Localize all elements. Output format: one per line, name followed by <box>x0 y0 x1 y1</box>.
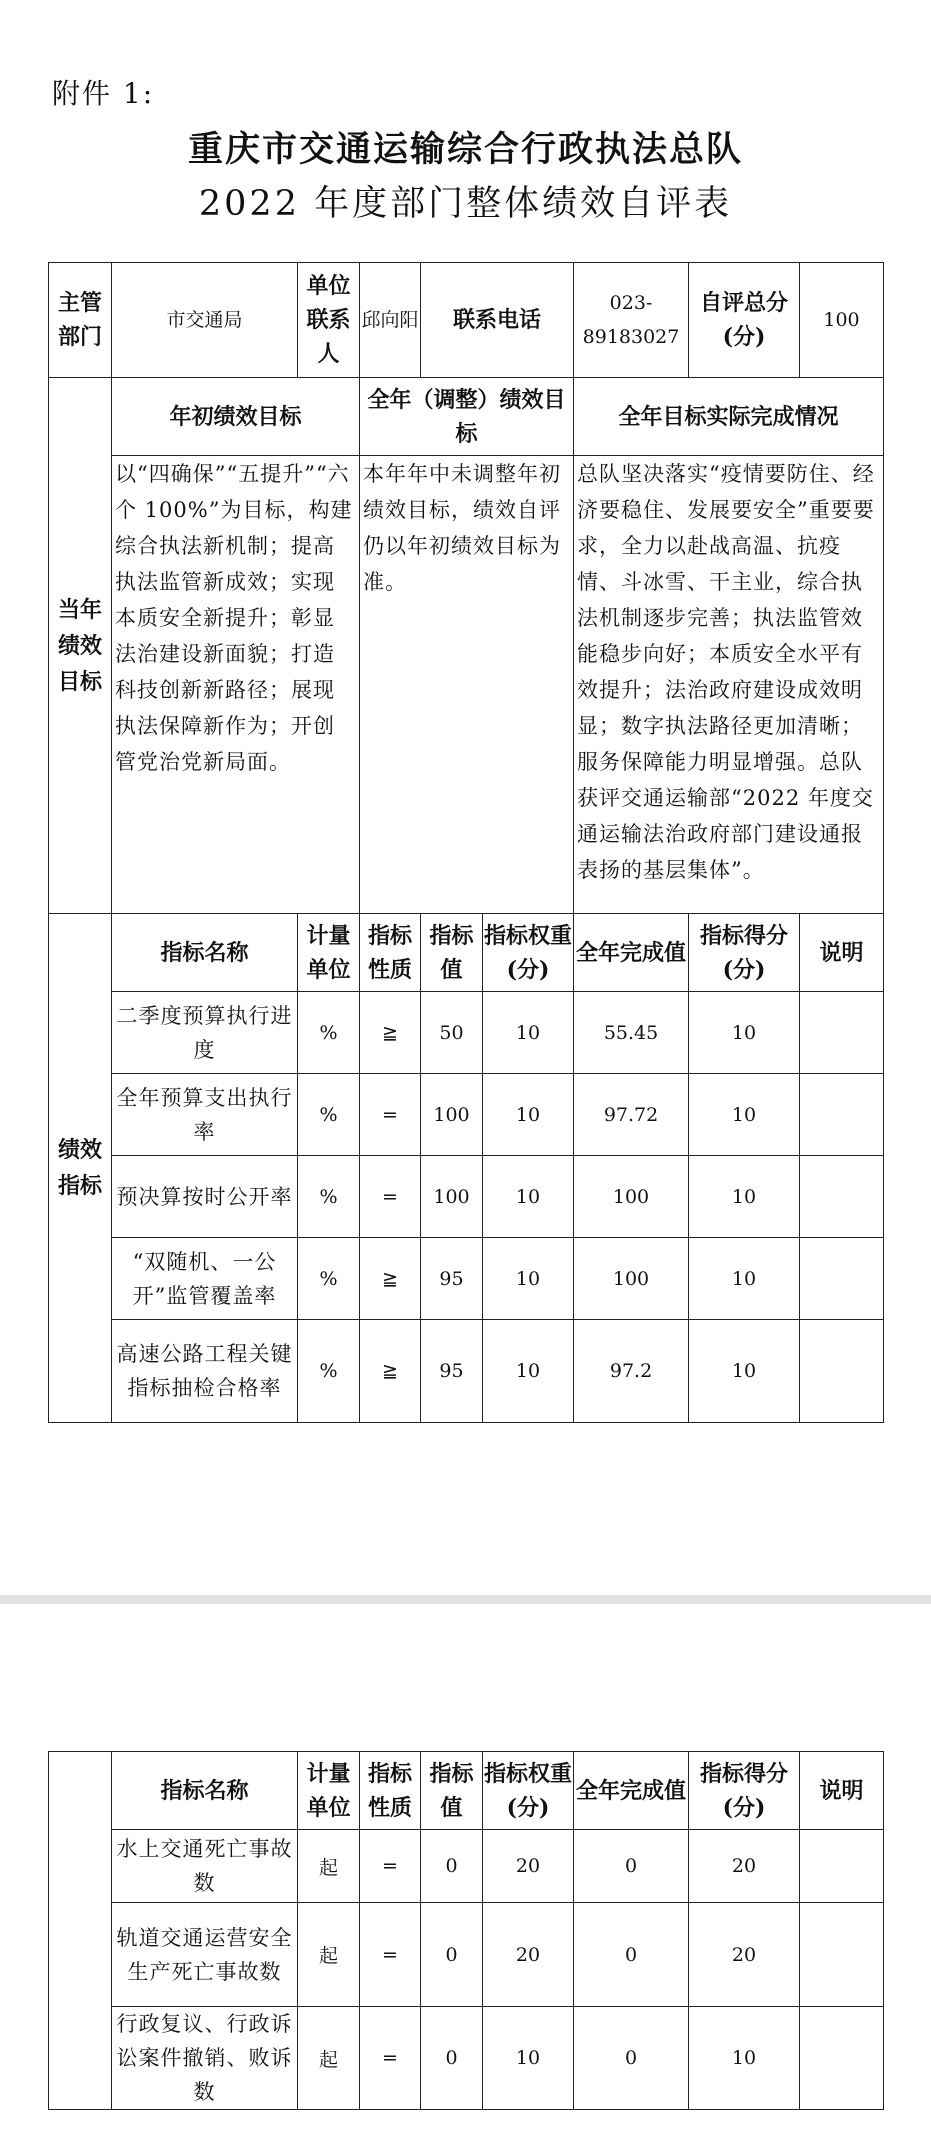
dept-label: 主管部门 <box>49 263 112 378</box>
actual-completion-header: 全年目标实际完成情况 <box>574 378 884 456</box>
indicator-actual: 97.2 <box>574 1320 689 1423</box>
document-subtitle: 2022 年度部门整体绩效自评表 <box>198 184 733 224</box>
indicator-target-value: 95 <box>421 1238 483 1320</box>
indicator-header-row <box>49 914 884 992</box>
indicator-weight: 10 <box>483 992 574 1074</box>
indicator-actual: 0 <box>574 1830 689 1903</box>
score-value: 100 <box>800 263 884 378</box>
dept-value: 市交通局 <box>112 263 298 378</box>
contact-label: 单位联系人 <box>298 263 360 378</box>
page-separator <box>0 1595 931 1604</box>
header-indicator-name: 指标名称 <box>112 1752 298 1830</box>
actual-completion-text: 总队坚决落实“疫情要防住、经济要稳住、发展要安全”重要要求，全力以赴战高温、抗疫情、斗冰雪、干主业，综合执法机制逐步完善；执法监管效能稳步向好；本质安全水平有效提升；法治政府建设成效明显；数字执法路径更加清晰；服务保障能力明显增强。总队获评交通运输部“2022 年度交通运输法治政府部门建设通报表扬的基层集体”。 <box>574 456 884 914</box>
indicator-note <box>800 2007 884 2110</box>
indicator-unit: % <box>298 992 360 1074</box>
indicator-note <box>800 1320 884 1423</box>
indicator-unit: % <box>298 1156 360 1238</box>
score-label: 自评总分(分) <box>689 263 800 378</box>
indicator-actual: 100 <box>574 1238 689 1320</box>
indicator-unit: % <box>298 1320 360 1423</box>
indicator-nature: ≧ <box>360 1238 421 1320</box>
indicator-note <box>800 1074 884 1156</box>
indicator-actual: 0 <box>574 1903 689 2007</box>
attachment-label: 附件 1: <box>52 77 155 110</box>
header-weight: 指标权重(分) <box>483 1752 574 1830</box>
indicator-nature: = <box>360 1074 421 1156</box>
indicator-name: 行政复议、行政诉讼案件撤销、败诉数 <box>112 2007 298 2110</box>
indicator-unit: 起 <box>298 1903 360 2007</box>
indicators-section-label: 绩效指标 <box>49 914 112 1423</box>
adjusted-goal-header: 全年（调整）绩效目标 <box>360 378 574 456</box>
goals-header-row <box>49 378 884 456</box>
document-page-2 <box>0 1604 931 2154</box>
indicator-weight: 10 <box>483 2007 574 2110</box>
indicator-target-value: 0 <box>421 1830 483 1903</box>
indicator-target-value: 50 <box>421 992 483 1074</box>
header-target-value: 指标值 <box>421 914 483 992</box>
indicator-weight: 20 <box>483 1830 574 1903</box>
indicator-score: 10 <box>689 992 800 1074</box>
table-row <box>49 1074 884 1156</box>
phone-label: 联系电话 <box>421 263 574 378</box>
indicator-name: 预决算按时公开率 <box>112 1156 298 1238</box>
indicator-score: 10 <box>689 1156 800 1238</box>
indicator-weight: 10 <box>483 1074 574 1156</box>
indicator-name: 二季度预算执行进度 <box>112 992 298 1074</box>
indicator-nature: = <box>360 1156 421 1238</box>
goals-content-row <box>49 456 884 914</box>
header-score: 指标得分(分) <box>689 914 800 992</box>
indicators-section-blank <box>49 1752 112 2110</box>
table-row <box>49 2007 884 2110</box>
indicator-score: 10 <box>689 1074 800 1156</box>
indicator-name: “双随机、一公开”监管覆盖率 <box>112 1238 298 1320</box>
indicator-unit: % <box>298 1074 360 1156</box>
indicator-target-value: 95 <box>421 1320 483 1423</box>
indicator-note <box>800 1830 884 1903</box>
document-title: 重庆市交通运输综合行政执法总队 <box>187 129 743 170</box>
indicator-score: 10 <box>689 1320 800 1423</box>
header-weight: 指标权重(分) <box>483 914 574 992</box>
indicator-name: 高速公路工程关键指标抽检合格率 <box>112 1320 298 1423</box>
performance-table <box>48 262 884 1423</box>
indicator-weight: 20 <box>483 1903 574 2007</box>
indicator-target-value: 0 <box>421 1903 483 2007</box>
indicator-nature: = <box>360 2007 421 2110</box>
indicator-weight: 10 <box>483 1156 574 1238</box>
indicator-actual: 100 <box>574 1156 689 1238</box>
indicator-note <box>800 1156 884 1238</box>
indicator-score: 10 <box>689 2007 800 2110</box>
adjusted-goal-text: 本年年中未调整年初绩效目标，绩效自评仍以年初绩效目标为准。 <box>360 456 574 914</box>
table-row <box>49 992 884 1074</box>
phone-value: 023-89183027 <box>574 263 689 378</box>
table-row <box>49 1238 884 1320</box>
indicator-target-value: 0 <box>421 2007 483 2110</box>
header-score: 指标得分(分) <box>689 1752 800 1830</box>
header-actual: 全年完成值 <box>574 1752 689 1830</box>
indicator-score: 20 <box>689 1830 800 1903</box>
header-note: 说明 <box>800 1752 884 1830</box>
performance-table-continued <box>48 1751 884 2110</box>
table-row <box>49 1903 884 2007</box>
header-nature: 指标性质 <box>360 1752 421 1830</box>
header-unit: 计量单位 <box>298 914 360 992</box>
indicator-name: 全年预算支出执行率 <box>112 1074 298 1156</box>
indicator-name: 轨道交通运营安全生产死亡事故数 <box>112 1903 298 2007</box>
initial-goal-header: 年初绩效目标 <box>112 378 360 456</box>
indicator-unit: 起 <box>298 2007 360 2110</box>
initial-goal-text: 以“四确保”“五提升”“六个 100%”为目标，构建综合执法新机制；提高执法监管新成效；实现本质安全新提升；彰显法治建设新面貌；打造科技创新新路径；展现执法保障新作为；开创管党治党新局面。 <box>112 456 360 914</box>
indicator-nature: ≧ <box>360 1320 421 1423</box>
indicator-nature: ≧ <box>360 992 421 1074</box>
header-indicator-name: 指标名称 <box>112 914 298 992</box>
indicator-actual: 97.72 <box>574 1074 689 1156</box>
table-row <box>49 1156 884 1238</box>
table-row <box>49 1830 884 1903</box>
indicator-unit: % <box>298 1238 360 1320</box>
header-actual: 全年完成值 <box>574 914 689 992</box>
indicator-note <box>800 992 884 1074</box>
table-row <box>49 1320 884 1423</box>
header-note: 说明 <box>800 914 884 992</box>
header-target-value: 指标值 <box>421 1752 483 1830</box>
indicator-note <box>800 1238 884 1320</box>
indicator-target-value: 100 <box>421 1074 483 1156</box>
indicator-score: 20 <box>689 1903 800 2007</box>
indicator-weight: 10 <box>483 1238 574 1320</box>
indicator-target-value: 100 <box>421 1156 483 1238</box>
header-nature: 指标性质 <box>360 914 421 992</box>
indicator-actual: 0 <box>574 2007 689 2110</box>
contact-value: 邱向阳 <box>360 263 421 378</box>
indicator-nature: = <box>360 1830 421 1903</box>
header-unit: 计量单位 <box>298 1752 360 1830</box>
indicator-actual: 55.45 <box>574 992 689 1074</box>
goals-section-label: 当年绩效目标 <box>49 378 112 914</box>
indicator-nature: = <box>360 1903 421 2007</box>
indicator-name: 水上交通死亡事故数 <box>112 1830 298 1903</box>
indicator-header-row <box>49 1752 884 1830</box>
indicator-score: 10 <box>689 1238 800 1320</box>
info-row <box>49 263 884 378</box>
indicator-weight: 10 <box>483 1320 574 1423</box>
indicator-note <box>800 1903 884 2007</box>
indicator-unit: 起 <box>298 1830 360 1903</box>
